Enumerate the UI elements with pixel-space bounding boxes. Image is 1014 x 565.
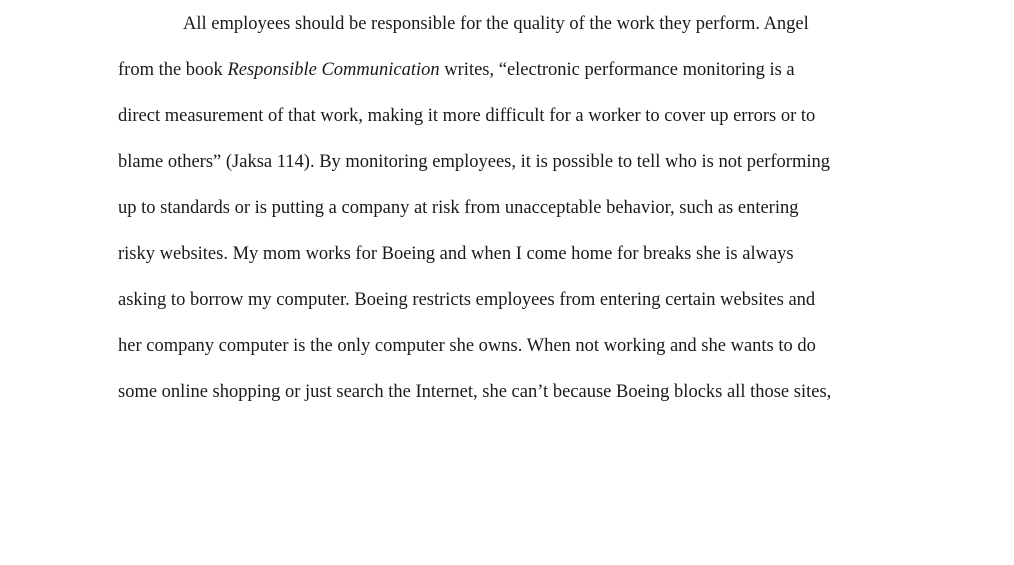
paragraph-line-1: All employees should be responsible for the quality of the work they perform. Angel [183, 14, 809, 34]
paragraph-line-8: her company computer is the only computer she owns. When not working and she wants to do [118, 336, 816, 356]
paragraph-line-7: asking to borrow my computer. Boeing restricts employees from entering certain websites and [118, 290, 816, 310]
paragraph-line-9: some online shopping or just search the Internet, she can’t because Boeing blocks all those sites, [118, 382, 832, 402]
paragraph-line-2 [118, 58, 795, 82]
line-2-text-before: from the book [118, 60, 228, 80]
line-2-text-after: writes, “electronic performance monitoring is a [439, 60, 795, 80]
paragraph-line-4: blame others” (Jaksa 114). By monitoring employees, it is possible to tell who is not performing [118, 152, 830, 172]
paragraph-line-5: up to standards or is putting a company at risk from unacceptable behavior, such as entering [118, 198, 799, 218]
paragraph-line-6: risky websites. My mom works for Boeing and when I come home for breaks she is always [118, 244, 794, 264]
book-title: Responsible Communication [227, 60, 440, 80]
paragraph-line-3: direct measurement of that work, making it more difficult for a worker to cover up errors or to [118, 106, 816, 126]
